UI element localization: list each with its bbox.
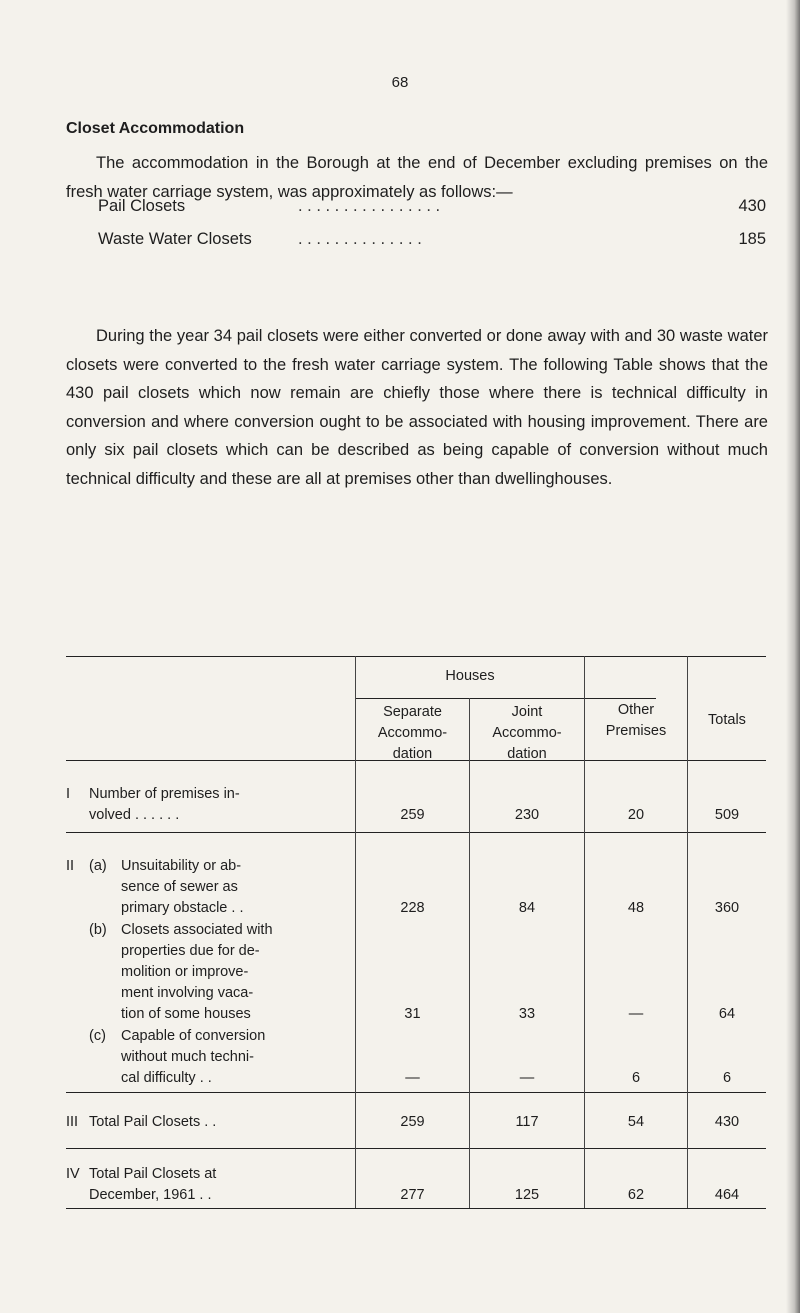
section-heading: Closet Accommodation bbox=[66, 120, 245, 137]
cell: 48 bbox=[627, 900, 645, 916]
label-line: volved . . . . . . bbox=[89, 807, 180, 823]
other-header bbox=[585, 700, 687, 742]
cell: 259 bbox=[400, 1114, 425, 1130]
label-line: December, 1961 . . bbox=[89, 1187, 212, 1203]
cell: 64 bbox=[718, 1006, 736, 1022]
page-edge-shadow bbox=[786, 0, 800, 1313]
sub-mark: (b) bbox=[89, 922, 107, 938]
cell: — bbox=[628, 1006, 644, 1022]
label-line: Capable of conversion bbox=[121, 1028, 266, 1044]
row4-label bbox=[89, 1164, 351, 1206]
summary-value: 430 bbox=[738, 197, 766, 215]
cell: 360 bbox=[714, 900, 740, 916]
header-line: Joint bbox=[511, 704, 543, 720]
row-number: III bbox=[66, 1114, 79, 1130]
cell: 20 bbox=[627, 807, 645, 823]
cell: — bbox=[405, 1070, 420, 1086]
leader-dots: . . . . . . . . . . . . . . . . bbox=[298, 197, 441, 215]
cell: 31 bbox=[404, 1006, 421, 1022]
table-bottom-rule bbox=[66, 1208, 766, 1209]
body-paragraph: During the year 34 pail closets were either converted or done away with and 30 waste water closets were converted to the fresh water carriage system. The following Table shows that the 430 pail closets which now remain are chiefly those where there is technical difficulty in conversion and where conversion ought to be associated with housing improvement. There are only six pail closets which can be described as being capable of conversion without much technical difficulty and these are all at premises other than dwellinghouses. bbox=[66, 327, 768, 488]
cell: 430 bbox=[714, 1114, 740, 1130]
summary-row-waste-water bbox=[98, 230, 766, 254]
header-line: Other bbox=[617, 702, 655, 718]
label-line: cal difficulty . . bbox=[121, 1070, 212, 1086]
row2a-label bbox=[121, 856, 353, 919]
cell: — bbox=[519, 1070, 535, 1086]
label-line: without much techni- bbox=[121, 1049, 254, 1065]
table-top-rule bbox=[66, 656, 766, 657]
summary-row-pail bbox=[98, 197, 766, 221]
intro-paragraph: The accommodation in the Borough at the end of December excluding premises on the fresh water carriage system, was approximately as follows:— bbox=[66, 154, 768, 201]
row3-bottom-rule bbox=[66, 1148, 766, 1149]
cell: 259 bbox=[400, 807, 425, 823]
closets-table bbox=[66, 656, 766, 1210]
summary-value: 185 bbox=[738, 230, 766, 248]
cell: 230 bbox=[514, 807, 540, 823]
cell: 6 bbox=[631, 1070, 641, 1086]
header-line: Premises bbox=[605, 723, 667, 739]
cell: 117 bbox=[515, 1114, 539, 1130]
summary-label: Pail Closets bbox=[98, 197, 186, 215]
cell: 228 bbox=[400, 900, 425, 916]
cell: 33 bbox=[518, 1006, 536, 1022]
cell: 54 bbox=[627, 1114, 645, 1130]
label-line: properties due for de- bbox=[121, 943, 260, 959]
separate-header bbox=[356, 702, 469, 765]
row-number: I bbox=[66, 786, 71, 802]
row-number: II bbox=[66, 858, 75, 874]
sub-mark: (c) bbox=[89, 1028, 106, 1044]
cell: 62 bbox=[627, 1187, 645, 1203]
cell: 125 bbox=[514, 1187, 540, 1203]
header-line: Accommo- bbox=[492, 725, 562, 741]
label-line: tion of some houses bbox=[121, 1006, 251, 1022]
header-line: Separate bbox=[383, 704, 442, 720]
row2-bottom-rule bbox=[66, 1092, 766, 1093]
header-line: dation bbox=[507, 746, 547, 762]
label-line: primary obstacle . . bbox=[121, 900, 244, 916]
cell: 6 bbox=[722, 1070, 732, 1086]
row1-bottom-rule bbox=[66, 832, 766, 833]
summary-label: Waste Water Closets bbox=[98, 230, 252, 248]
row-number: IV bbox=[66, 1166, 80, 1182]
totals-header: Totals bbox=[708, 712, 746, 728]
sub-mark: (a) bbox=[89, 858, 107, 874]
label-line: Number of premises in- bbox=[89, 786, 240, 802]
houses-header: Houses bbox=[445, 668, 495, 684]
cell: 509 bbox=[714, 807, 740, 823]
leader-dots: . . . . . . . . . . . . . . bbox=[298, 230, 422, 248]
label-line: molition or improve- bbox=[121, 964, 249, 980]
houses-rule bbox=[356, 698, 656, 699]
row2c-label bbox=[121, 1026, 353, 1089]
joint-header bbox=[470, 702, 584, 765]
row3-label: Total Pail Closets . . bbox=[89, 1114, 217, 1130]
label-line: ment involving vaca- bbox=[121, 985, 254, 1001]
cell: 277 bbox=[400, 1187, 425, 1203]
page-number: 68 bbox=[391, 74, 409, 91]
label-line: Total Pail Closets at bbox=[89, 1166, 217, 1182]
cell: 464 bbox=[714, 1187, 740, 1203]
label-line: Closets associated with bbox=[121, 922, 273, 938]
row1-label bbox=[89, 784, 351, 826]
cell: 84 bbox=[518, 900, 536, 916]
label-line: Unsuitability or ab- bbox=[121, 858, 242, 874]
header-line: Accommo- bbox=[377, 725, 448, 741]
label-line: sence of sewer as bbox=[121, 879, 238, 895]
header-line: dation bbox=[392, 746, 433, 762]
row2b-label bbox=[121, 920, 353, 1025]
